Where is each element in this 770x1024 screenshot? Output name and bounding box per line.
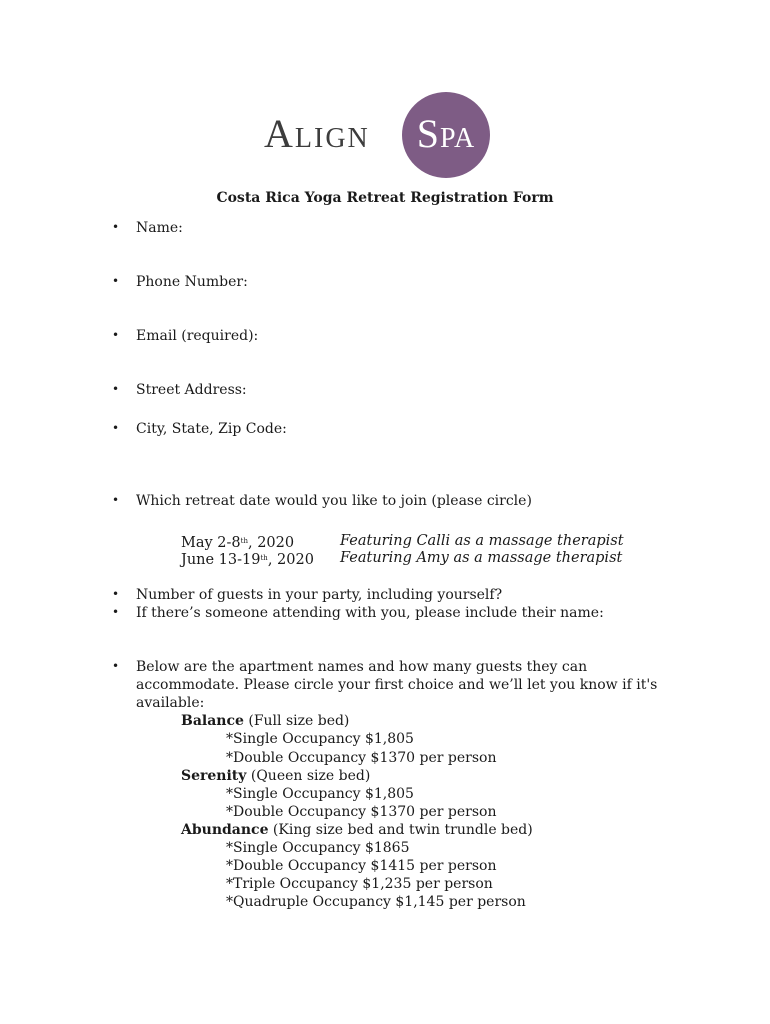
bullet: • (112, 328, 120, 342)
occupancy-option: *Quadruple Occupancy $1,145 per person (226, 894, 526, 910)
bullet: • (112, 421, 120, 435)
apartment-intro-line: Below are the apartment names and how many guests they can (136, 659, 588, 675)
logo-align-text: Align (264, 111, 370, 156)
street-field-label: Street Address: (136, 382, 247, 398)
bullet: • (112, 493, 120, 507)
occupancy-option: *Single Occupancy $1,805 (226, 731, 414, 747)
occupancy-option: *Double Occupancy $1415 per person (226, 858, 497, 874)
occupancy-option: *Double Occupancy $1370 per person (226, 804, 497, 820)
bullet: • (112, 605, 120, 619)
guests-question: Number of guests in your party, including yourself? (136, 587, 503, 603)
align-spa-logo (264, 92, 494, 180)
bullet: • (112, 274, 120, 288)
companion-question: If there’s someone attending with you, please include their name: (136, 605, 604, 621)
bullet: • (112, 220, 120, 234)
occupancy-option: *Triple Occupancy $1,235 per person (226, 876, 493, 892)
retreat-date-option: June 13-19th, 2020 (181, 552, 314, 568)
logo-spa-text: Spa (416, 111, 476, 156)
occupancy-option: *Double Occupancy $1370 per person (226, 750, 497, 766)
occupancy-option: *Single Occupancy $1,805 (226, 786, 414, 802)
bullet: • (112, 659, 120, 673)
apartment-balance: Balance (Full size bed) (181, 713, 350, 729)
form-title: Costa Rica Yoga Retreat Registration Form (216, 190, 554, 206)
bullet: • (112, 382, 120, 396)
name-field-label: Name: (136, 220, 183, 236)
email-field-label: Email (required): (136, 328, 259, 344)
apartment-intro-line: available: (136, 695, 205, 711)
bullet: • (112, 587, 120, 601)
retreat-featuring: Featuring Calli as a massage therapist (340, 533, 624, 549)
retreat-date-option: May 2-8th, 2020 (181, 535, 295, 551)
retreat-featuring: Featuring Amy as a massage therapist (340, 550, 623, 566)
apartment-abundance: Abundance (King size bed and twin trundle bed) (181, 822, 533, 838)
occupancy-option: *Single Occupancy $1865 (226, 840, 410, 856)
retreat-date-question: Which retreat date would you like to join (please circle) (136, 493, 532, 509)
apartment-intro-line: accommodate. Please circle your first choice and we’ll let you know if it's (136, 677, 658, 693)
phone-field-label: Phone Number: (136, 274, 248, 290)
city-field-label: City, State, Zip Code: (136, 421, 287, 437)
apartment-serenity: Serenity (Queen size bed) (181, 768, 371, 784)
